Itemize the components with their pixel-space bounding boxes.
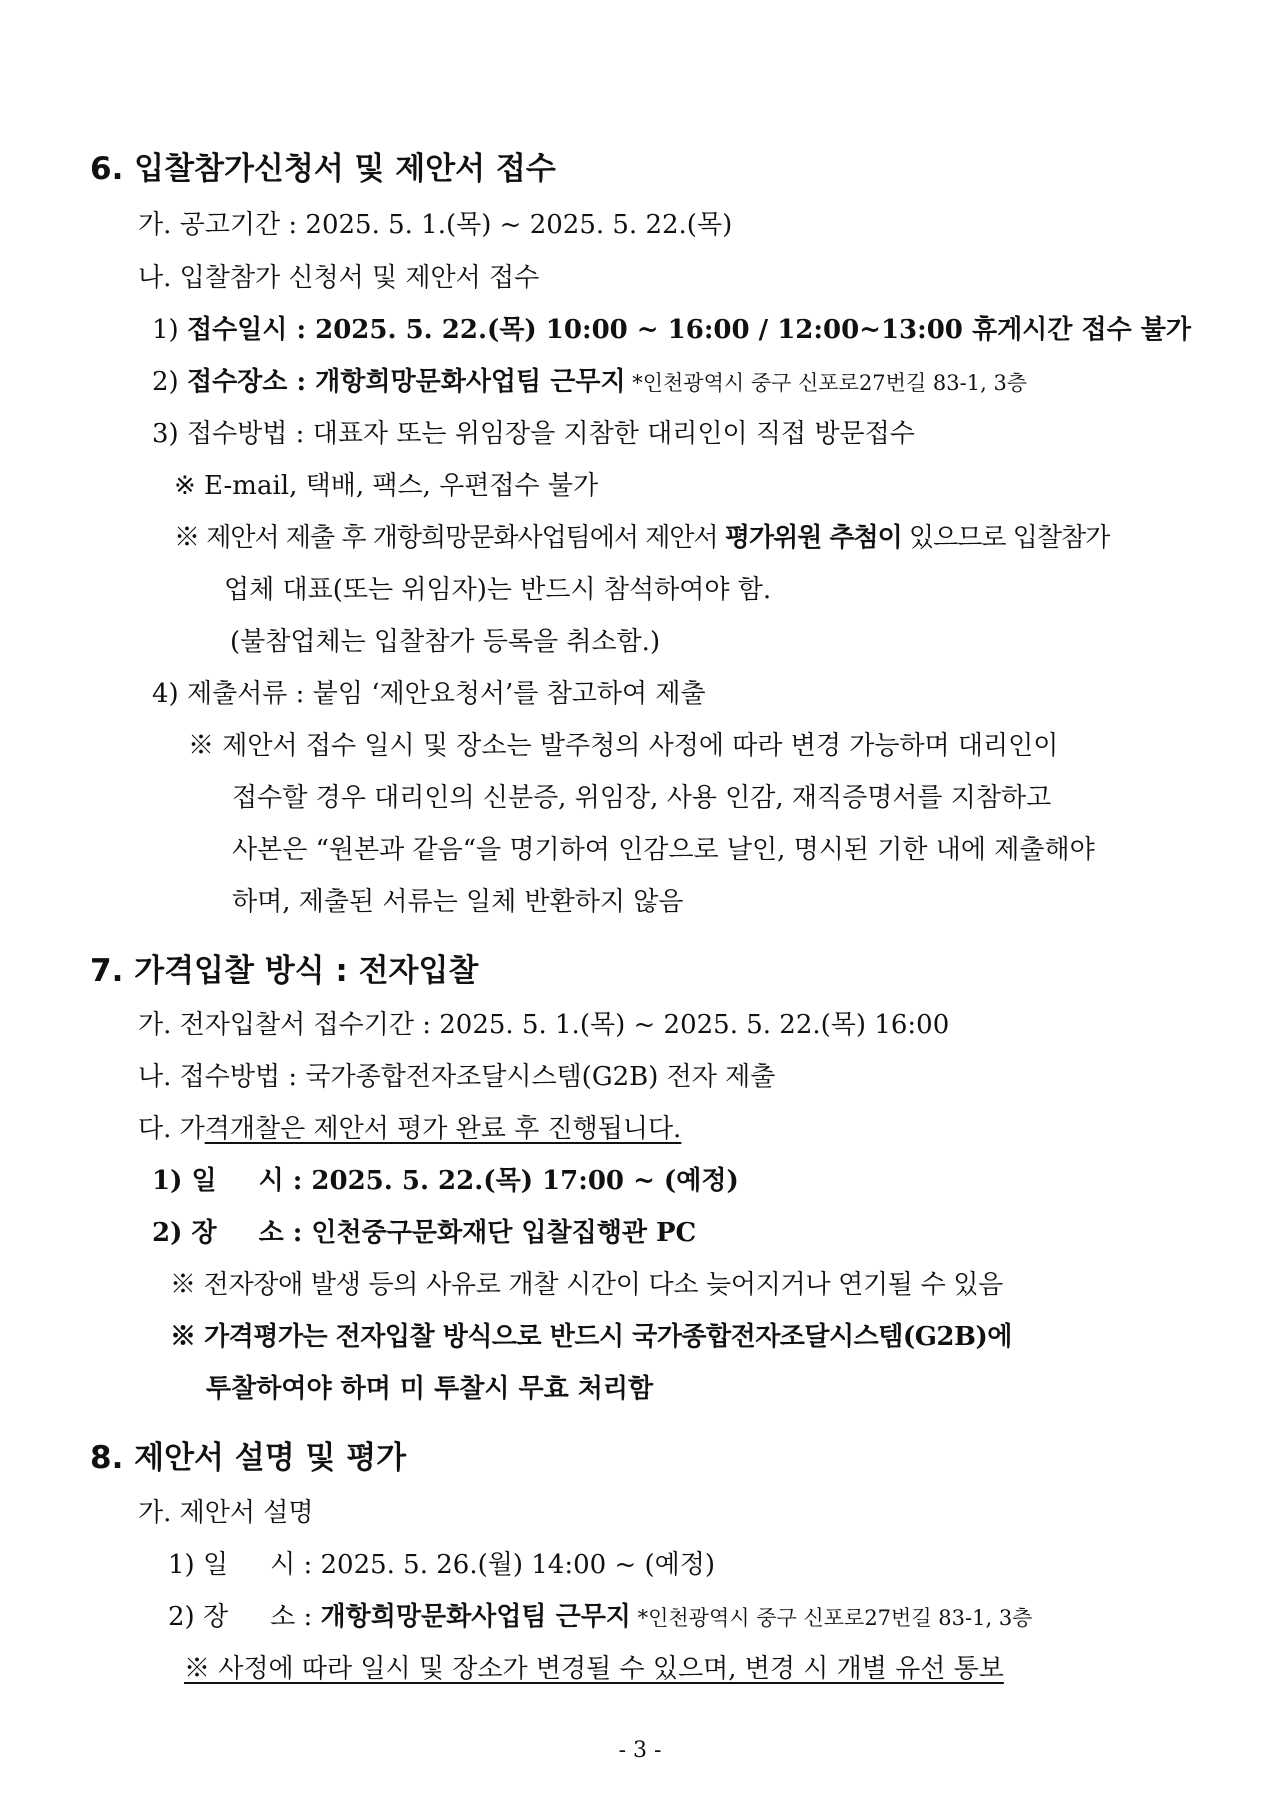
section-8-title: 8. 제안서 설명 및 평가 [90, 1440, 407, 1476]
s7-note-delay: ※ 전자장애 발생 등의 사유로 개찰 시간이 다소 늦어지거나 연기될 수 있음 [170, 1270, 1003, 1300]
s6-submission-documents: 4) 제출서류 : 붙임 ‘제안요청서’를 참고하여 제출 [152, 679, 706, 709]
s6-announcement-period: 가. 공고기간 : 2025. 5. 1.(목) ~ 2025. 5. 22.(목) [138, 210, 733, 240]
s6-note-no-mail: ※ E-mail, 택배, 팩스, 우편접수 불가 [174, 471, 599, 501]
s7-opening-place: 2) 장 소 : 인천중구문화재단 입찰집행관 PC [152, 1218, 697, 1248]
s7-opening-note: 다. 가격개찰은 제안서 평가 완료 후 진행됩니다. [138, 1114, 682, 1144]
s6-note-change-line4: 하며, 제출된 서류는 일체 반환하지 않음 [232, 887, 684, 917]
page-number: - 3 - [618, 1738, 662, 1763]
s7-opening-datetime: 1) 일 시 : 2025. 5. 22.(목) 17:00 ~ (예정) [152, 1166, 739, 1196]
s6-note-attendance: ※ 제안서 제출 후 개항희망문화사업팀에서 제안서 평가위원 추첨이 있으므로 입찰참가 [174, 523, 1110, 553]
s6-note-change-line3: 사본은 “원본과 같음“을 명기하여 인감으로 날인, 명시된 기한 내에 제출해야 [232, 835, 1095, 865]
s8-note-change: ※ 사정에 따라 일시 및 장소가 변경될 수 있으며, 변경 시 개별 유선 통보 [184, 1654, 1004, 1684]
s6-note-attendance-line3: (불참업체는 입찰참가 등록을 취소함.) [230, 627, 661, 657]
s6-receipt-method: 3) 접수방법 : 대표자 또는 위임장을 지참한 대리인이 직접 방문접수 [152, 419, 915, 449]
section-6-title: 6. 입찰참가신청서 및 제안서 접수 [90, 151, 556, 187]
s8-briefing-datetime: 1) 일 시 : 2025. 5. 26.(월) 14:00 ~ (예정) [168, 1550, 716, 1580]
s7-bid-period: 가. 전자입찰서 접수기간 : 2025. 5. 1.(목) ~ 2025. 5. 22.(목) 16:00 [138, 1010, 950, 1040]
s6-note-attendance-line2: 업체 대표(또는 위임자)는 반드시 참석하여야 함. [224, 575, 772, 605]
s7-note-g2b-line1: ※ 가격평가는 전자입찰 방식으로 반드시 국가종합전자조달시스템(G2B)에 [170, 1322, 1012, 1352]
s6-note-change-line2: 접수할 경우 대리인의 신분증, 위임장, 사용 인감, 재직증명서를 지참하고 [232, 783, 1052, 813]
s6-receipt-datetime: 1) 접수일시 : 2025. 5. 22.(목) 10:00 ~ 16:00 / 12:00~13:00 휴게시간 접수 불가 [152, 315, 1191, 345]
s8-briefing-place: 2) 장 소 : 개항희망문화사업팀 근무지 *인천광역시 중구 신포로27번길 83-1, 3층 [168, 1602, 1033, 1632]
s8-proposal-briefing: 가. 제안서 설명 [138, 1498, 314, 1528]
s7-note-g2b-line2: 투찰하여야 하며 미 투찰시 무효 처리함 [206, 1374, 654, 1404]
s6-receipt-place: 2) 접수장소 : 개항희망문화사업팀 근무지 *인천광역시 중구 신포로27번길 83-1, 3층 [152, 367, 1028, 397]
section-7-title: 7. 가격입찰 방식 : 전자입찰 [90, 953, 479, 989]
s7-bid-method: 나. 접수방법 : 국가종합전자조달시스템(G2B) 전자 제출 [138, 1062, 776, 1092]
s6-application-receipt: 나. 입찰참가 신청서 및 제안서 접수 [138, 263, 540, 293]
s6-note-change-line1: ※ 제안서 접수 일시 및 장소는 발주청의 사정에 따라 변경 가능하며 대리인이 [188, 731, 1059, 761]
